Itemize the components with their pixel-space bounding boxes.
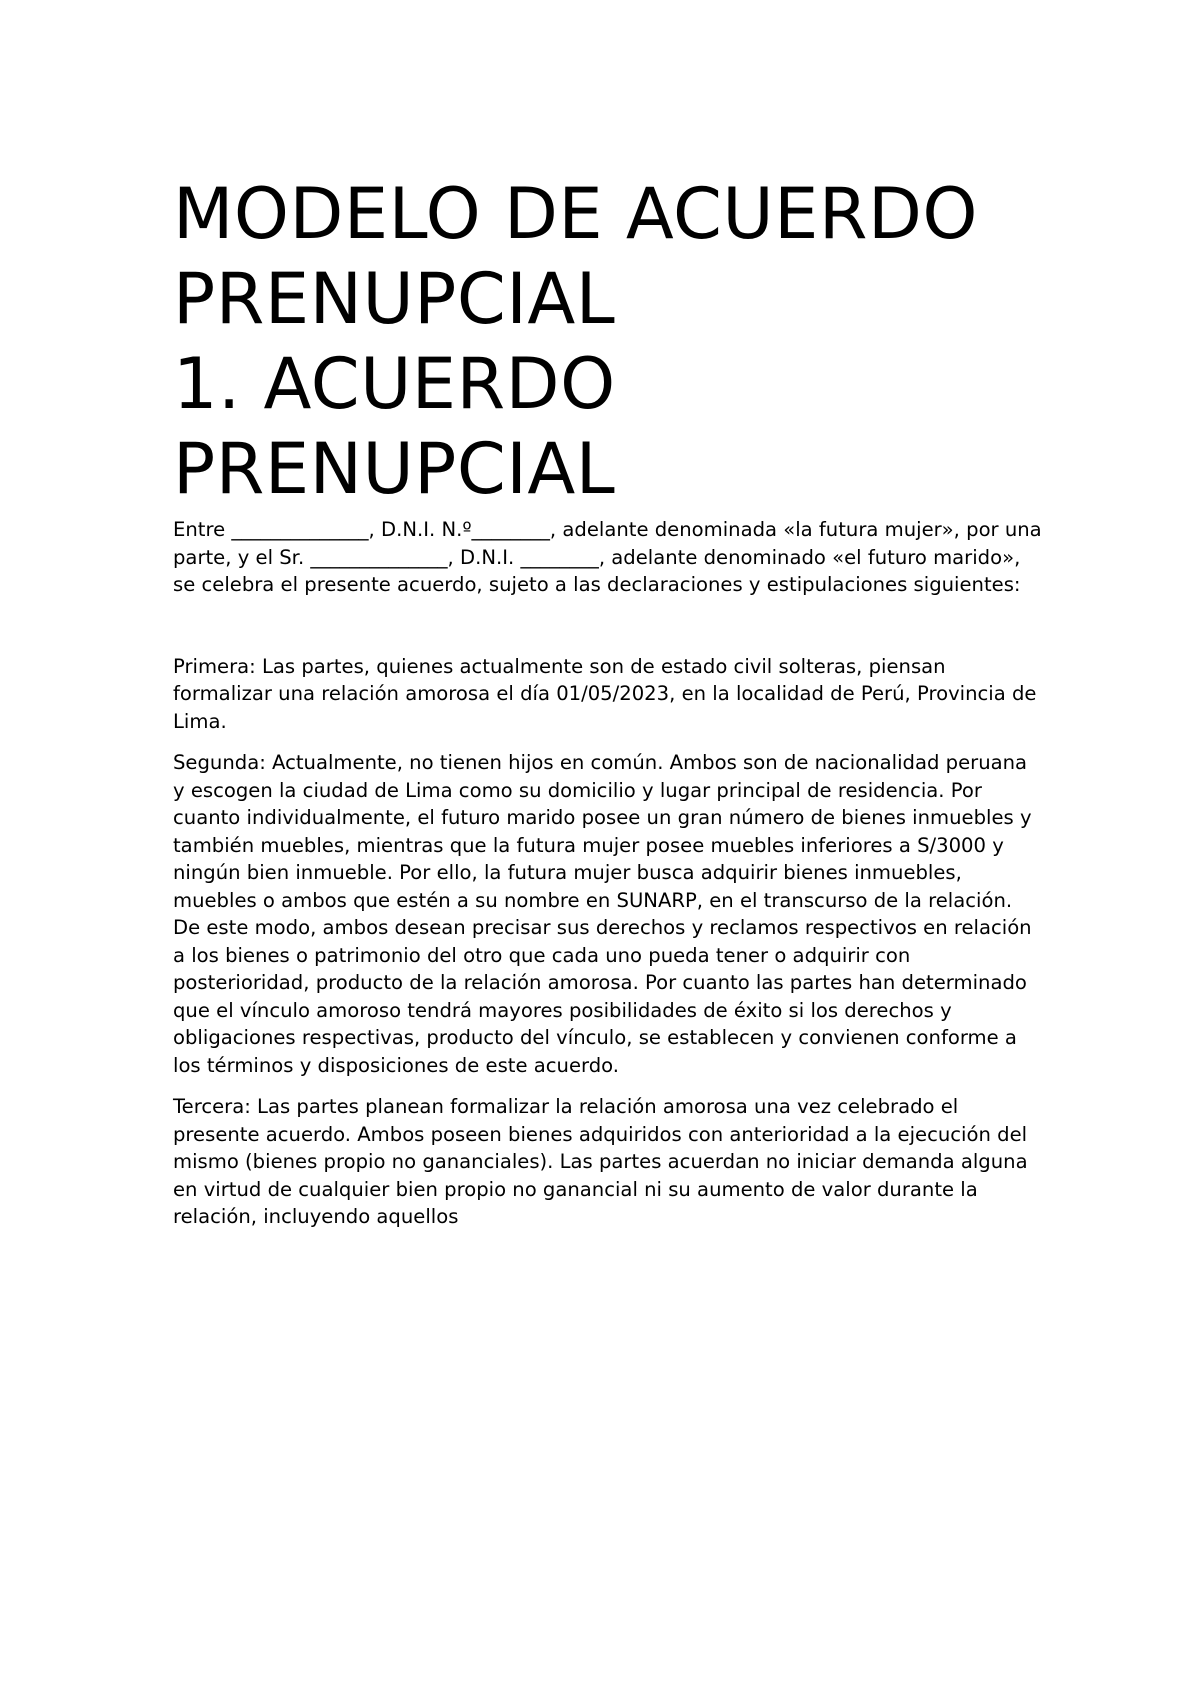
- title-line: PRENUPCIAL: [173, 258, 616, 340]
- title-line: MODELO DE ACUERDO: [173, 173, 978, 255]
- document-content: [173, 172, 1043, 1231]
- clause-segunda-paragraph: Segunda: Actualmente, no tienen hijos en común. Ambos son de nacionalidad peruana y escogen la ciudad de Lima como su domicilio y lugar principal de residencia. Por cuanto individualmente, el futuro marido posee un gran número de bienes inmuebles y también muebles, mientras que la futura mujer posee muebles inferiores a S/3000 y ningún bien inmueble. Por ello, la futura mujer busca adquirir bienes inmuebles, muebles o ambos que estén a su nombre en SUNARP, en el transcurso de la relación. De este modo, ambos desean precisar sus derechos y reclamos respectivos en relación a los bienes o patrimonio del otro que cada uno pueda tener o adquirir con posterioridad, producto de la relación amorosa. Por cuanto las partes han determinado que el vínculo amoroso tendrá mayores posibilidades de éxito si los derechos y obligaciones respectivas, producto del vínculo, se establecen y convienen conforme a los términos y disposiciones de este acuerdo.: [173, 751, 1032, 1077]
- clause-primera-paragraph: Primera: Las partes, quienes actualmente son de estado civil solteras, piensan formalizar una relación amorosa el día 01/05/2023, en la localidad de Perú, Provincia de Lima.: [173, 654, 1037, 733]
- section-heading-line: 1. ACUERDO: [173, 343, 616, 425]
- section-heading-line: PRENUPCIAL: [173, 428, 616, 510]
- intro-paragraph: Entre ______________, D.N.I. N.º________, adelante denominada «la futura mujer», por una parte, y el Sr. ______________, D.N.I. ________, adelante denominado «el futuro marido», se celebra el presente acuerdo, sujeto a las declaraciones y estipulaciones siguientes:: [173, 518, 1042, 596]
- clause-tercera-paragraph: Tercera: Las partes planean formalizar la relación amorosa una vez celebrado el presente acuerdo. Ambos poseen bienes adquiridos con anterioridad a la ejecución del mismo (bienes propio no gananciales). Las partes acuerdan no iniciar demanda alguna en virtud de cualquier bien propio no ganancial ni su aumento de valor durante la relación, incluyendo aquellos: [173, 1095, 1028, 1228]
- document-title: [173, 172, 1043, 512]
